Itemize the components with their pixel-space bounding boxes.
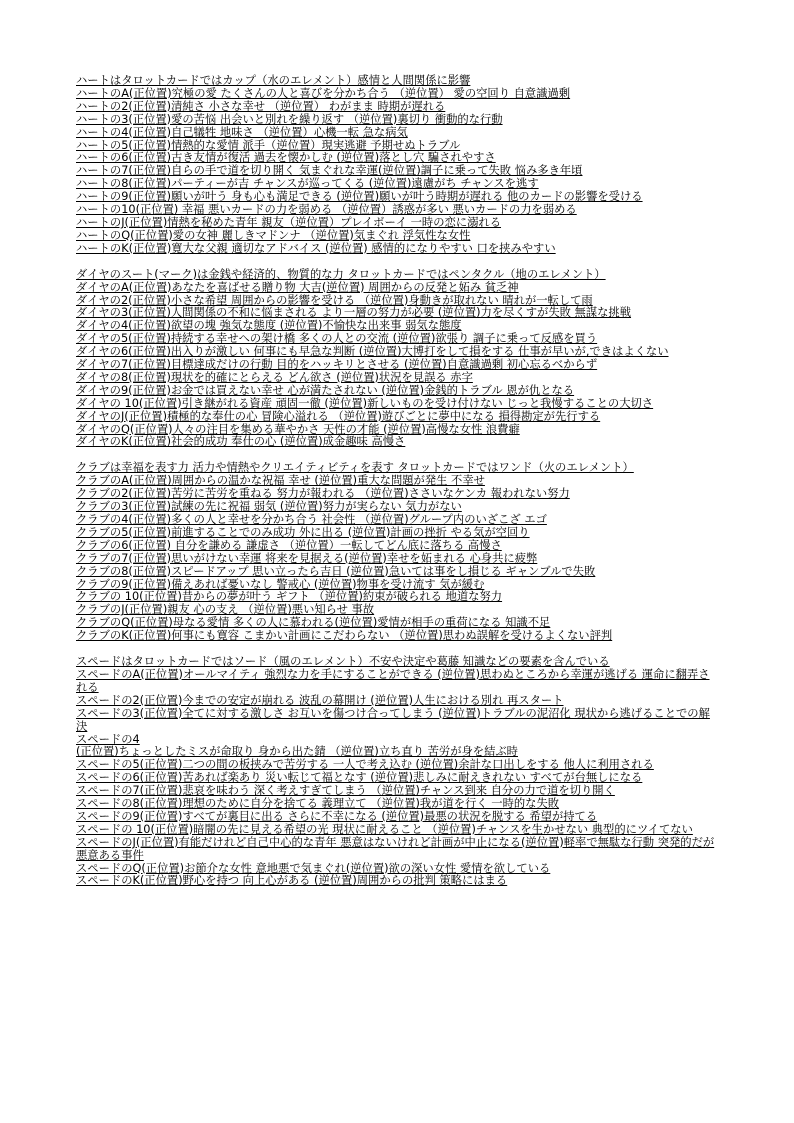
clubs-line: クラブのJ(正位置)親友 心の支え （逆位置)悪い知らせ 事故 (76, 603, 375, 617)
diamonds-line: ダイヤの9(正位置)お金では買えない幸せ 心が満たされない (逆位置)金銭的トラブル 恩が仇となる (76, 383, 575, 397)
hearts-line: ハートの5(正位置)情熱的な愛情 派手（逆位置）現実逃避 予期せぬトラブル (76, 138, 461, 152)
hearts-line: ハートの10(正位置) 幸福 悪いカードの力を弱める （逆位置）誘惑が多い 悪いカードの力を弱める (76, 203, 577, 217)
spades-line: スペードのK(正位置)野心を持つ 向上心がある (逆位置)周囲からの批判 策略にはまる (76, 874, 508, 888)
hearts-line: ハートの2(正位置)清純さ 小さな幸せ （逆位置） わがまま 時期が遅れる (76, 99, 446, 113)
diamonds-section (76, 269, 718, 450)
hearts-line: ハートのA(正位置)究極の愛 たくさんの人と喜びを分かち合う （逆位置） 愛の空回り 自意識過剰 (76, 86, 571, 100)
diamonds-line: ダイヤの5(正位置)持続する幸せへの架け橋 多くの人との交流 (逆位置)欲張り 調子に乗って反感を買う (76, 332, 598, 346)
clubs-line: クラブのA(正位置)周囲からの温かな祝福 幸せ (逆位置)重大な問題が発生 不幸せ (76, 474, 485, 488)
hearts-line: ハートの7(正位置)自らの手で道を切り開く 気まぐれな幸運(逆位置)調子に乗って失敗 悩み多き年頃 (76, 164, 583, 178)
diamonds-line: ダイヤのQ(正位置)人々の注目を集める華やかさ 天性の才能 (逆位置)高慢な女性 浪費癖 (76, 422, 520, 436)
clubs-line: クラブの 10(正位置)昔からの夢が叶う ギフト （逆位置)約束が破られる 地道な努力 (76, 590, 503, 604)
spades-line: スペードのA(正位置)オールマイティ 強烈な力を手にすることができる (逆位置)思わぬところから幸運が逃げる 運命に翻弄される (76, 667, 710, 694)
clubs-line: クラブの7(正位置)思いがけない幸運 将来を見据える(逆位置)幸せを妬まれる 心身共に疲弊 (76, 551, 538, 565)
diamonds-line: ダイヤの 10(正位置)引き継がれる資産 頑固一徹 (逆位置)新しいものを受け付けない じっと我慢することの大切さ (76, 396, 654, 410)
spades-line: スペードの3(正位置)全てに対する激しさ お互いを傷つけ合ってしまう (逆位置)トラブルの泥沼化 現状から逃げることでの解決 (76, 706, 710, 733)
spades-line: スペードのJ(正位置)有能だけれど自己中心的な青年 悪意はないけれど計画が中止になる(逆位置)軽率で無駄な行動 突発的だが悪意ある事件 (76, 835, 715, 862)
hearts-line: ハートのQ(正位置)愛の女神 麗しきマドンナ （逆位置)気まぐれ 浮気性な女性 (76, 228, 471, 242)
clubs-section (76, 462, 718, 643)
spades-line: スペードの 10(正位置)暗闇の先に見える希望の光 現状に耐えること （逆位置)チャンスを生かせない 典型的にツイてない (76, 822, 693, 836)
hearts-line: ハートの4(正位置)自己犠牲 地味さ （逆位置）心機一転 急な病気 (76, 125, 408, 139)
hearts-line: ハートのJ(正位置)情熱を秘めた青年 親友（逆位置）プレイボーイ 一時の恋に溺れる (76, 215, 502, 229)
document-body (76, 75, 718, 888)
hearts-line: ハートの9(正位置)願いが叶う 身も心も満足できる (逆位置)願いが叶う時期が遅れる 他のカードの影響を受ける (76, 190, 643, 204)
clubs-intro: クラブは幸福を表す力 活力や情熱やクリエイティビティを表す タロットカードではワンド（火のエレメント） (76, 461, 634, 475)
spades-line: スペードの6(正位置)苦あれば楽あり 災い転じて福となす (逆位置)悲しみに耐えきれない すべてが台無しになる (76, 771, 643, 785)
spades-intro: スペードはタロットカードではソード（風のエレメント）不安や決定や葛藤 知識などの要素を含んでいる (76, 655, 610, 669)
clubs-line: クラブの8(正位置)スピードアップ 思い立ったら吉日 (逆位置)急いては事をし損じる ギャンブルで失敗 (76, 564, 596, 578)
spades-line: スペードの2(正位置)今までの安定が崩れる 波乱の幕開け (逆位置)人生における別れ 再スタート (76, 693, 564, 707)
spades-line: スペードの8(正位置)理想のために自分を捨てる 義理立て （逆位置)我が道を行く 一時的な失敗 (76, 797, 560, 811)
clubs-line: クラブの3(正位置)試練の先に祝福 弱気 (逆位置)努力が実らない 気力がない (76, 500, 462, 514)
clubs-line: クラブの2(正位置)苦労に苦労を重ねる 努力が報われる （逆位置)ささいなケンカ 報われない努力 (76, 487, 570, 501)
clubs-line: クラブのK(正位置)何事にも寛容 こまかい計画にこだわらない （逆位置)思わぬ誤解を受けるよくない評判 (76, 629, 613, 643)
spades-line: スペードの5(正位置)二つの間の板挟みで苦労する 一人で考え込む (逆位置)余計な口出しをする 他人に利用される (76, 758, 654, 772)
hearts-line: ハートのK(正位置)寛大な父親 適切なアドバイス (逆位置) 感情的になりやすい 口を挟みやすい (76, 241, 556, 255)
hearts-line: ハートの3(正位置)愛の苦悩 出会いと別れを繰り返す （逆位置)裏切り 衝動的な行動 (76, 112, 503, 126)
diamonds-line: ダイヤの2(正位置)小さな希望 周囲からの影響を受ける （逆位置)身動きが取れない 晴れが一転して雨 (76, 293, 593, 307)
clubs-line: クラブのQ(正位置)母なる愛情 多くの人に慕われる(逆位置)愛情が相手の重荷になる 知識不足 (76, 616, 551, 630)
clubs-line: クラブの4(正位置)多くの人と幸せを分かち合う 社会性 （逆位置)グループ内のいざこざ エゴ (76, 513, 547, 526)
diamonds-line: ダイヤのK(正位置)社会的成功 奉仕の心 (逆位置)成金趣味 高慢さ (76, 435, 406, 449)
clubs-line: クラブの5(正位置)前進することでのみ成功 外に出る (逆位置)計画の挫折 やる気が空回り (76, 525, 530, 539)
clubs-line: クラブの6(正位置) 自分を謙める 謙虚さ （逆位置）一転してどん底に落ちる 高慢さ (76, 538, 502, 552)
spades-line: スペードの9(正位置)すべてが裏目に出る さらに不幸になる (逆位置)最悪の状況を脱する 希望が持てる (76, 809, 598, 823)
diamonds-line: ダイヤのJ(正位置)積極的な奉仕の心 冒険心溢れる （逆位置)遊びごとに夢中になる 損得勘定が先行する (76, 409, 601, 423)
diamonds-intro: ダイヤのスート(マーク)は金銭や経済的、物質的な力 タロットカードではペンタクル（地のエレメント） (76, 267, 606, 281)
spades-line: スペードのQ(正位置)お節介な女性 意地悪で気まぐれ(逆位置)欲の深い女性 愛情を欲している (76, 861, 551, 875)
hearts-intro: ハートはタロットカードではカップ（水のエレメント）感情と人間関係に影響 (76, 74, 471, 87)
hearts-line: ハートの6(正位置)古き友情が復活 過去を懐かしむ (逆位置)落とし穴 騙されやすさ (76, 151, 496, 165)
diamonds-line: ダイヤの6(正位置)出入りが激しい 何事にも早急な判断 (逆位置)大博打をして損をする 仕事が早いが,できはよくない (76, 345, 669, 359)
diamonds-line: ダイヤの3(正位置)人間関係の不和に悩まされる より一層の努力が必要 (逆位置)力を尽くすが失敗 無謀な挑戦 (76, 306, 632, 320)
spades-section (76, 656, 718, 888)
diamonds-line: ダイヤのA(正位置)あなたを喜ばせる贈り物 大吉(逆位置) 周囲からの反発と妬み 貧乏神 (76, 280, 519, 294)
spades-line: スペードの4 (76, 732, 140, 746)
clubs-line: クラブの9(正位置)備えあれば憂いなし 警戒心 (逆位置)物事を受け流す 気が緩む (76, 577, 485, 591)
hearts-line: ハートの8(正位置)パーティーが吉 チャンスが巡ってくる (逆位置)遠慮がち チャンスを逃す (76, 177, 539, 191)
section-gap (76, 256, 718, 269)
diamonds-line: ダイヤの7(正位置)目標達成だけの行動 目的をハッキリとさせる (逆位置)自意識過剰 初心忘るべからず (76, 358, 598, 372)
spades-line: スペードの7(正位置)悲哀を味わう 深く考えすぎてしまう （逆位置)チャンス到来 自分の力で道を切り開く (76, 784, 615, 798)
diamonds-line: ダイヤの4(正位置)欲望の塊 強気な態度 (逆位置)不愉快な出来事 弱気な態度 (76, 319, 462, 333)
spades-line: (正位置)ちょっとしたミスが命取り 身から出た錆 （逆位置)立ち直り 苦労が身を結ぶ時 (76, 745, 518, 759)
diamonds-line: ダイヤの8(正位置)現状を的確にとらえる どん欲さ (逆位置)状況を見誤る 赤字 (76, 370, 473, 384)
hearts-section (76, 75, 718, 256)
